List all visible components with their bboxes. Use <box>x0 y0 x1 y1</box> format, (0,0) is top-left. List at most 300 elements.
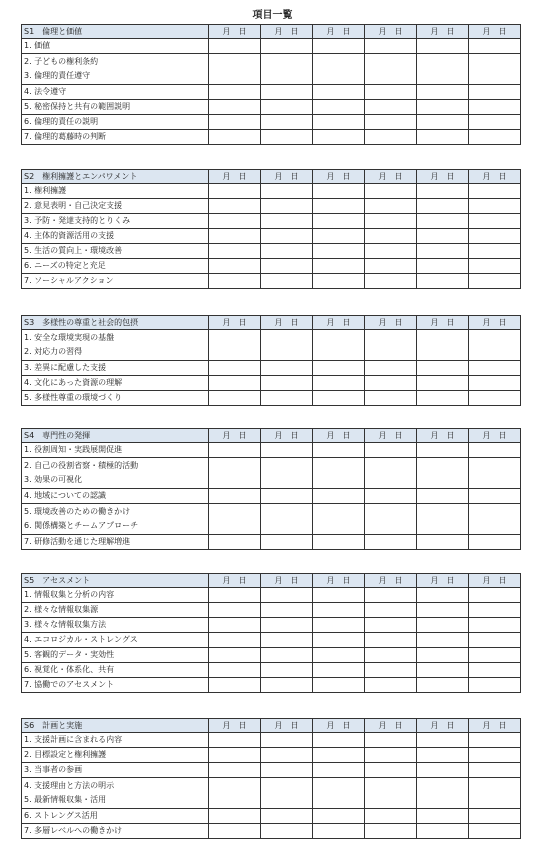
date-cell <box>417 778 469 809</box>
date-cell <box>417 748 469 763</box>
date-header-1: 月 日 <box>209 574 261 588</box>
date-cell <box>417 330 469 361</box>
item-label: 7. 協働でのアセスメント <box>22 678 209 693</box>
item-label: 3. 予防・発達支持的とりくみ <box>22 214 209 229</box>
date-cell <box>469 391 521 406</box>
date-cell <box>313 274 365 289</box>
date-cell <box>261 588 313 603</box>
date-cell <box>469 618 521 633</box>
item-label: 5. 客観的データ・実効性 <box>22 648 209 663</box>
date-cell <box>209 274 261 289</box>
date-cell <box>417 274 469 289</box>
date-cell <box>261 214 313 229</box>
item-line: 5. 環境改善のための働きかけ <box>24 507 131 516</box>
date-cell <box>417 618 469 633</box>
date-cell <box>365 489 417 504</box>
item-line: 3. 効果の可視化 <box>24 475 83 484</box>
date-cell <box>209 100 261 115</box>
date-cell <box>365 229 417 244</box>
date-cell <box>469 824 521 839</box>
date-cell <box>469 54 521 85</box>
date-cell <box>313 259 365 274</box>
date-header-4: 月 日 <box>365 316 417 330</box>
date-header-6: 月 日 <box>469 719 521 733</box>
item-label: 4. 地域についての認識 <box>22 489 209 504</box>
date-cell <box>365 678 417 693</box>
date-cell <box>417 361 469 376</box>
date-cell <box>469 588 521 603</box>
date-cell <box>313 588 365 603</box>
item-label: 6. ニーズの特定と充足 <box>22 259 209 274</box>
date-cell <box>261 809 313 824</box>
item-label: 7. 多層レベルへの働きかけ <box>22 824 209 839</box>
date-cell <box>313 199 365 214</box>
date-cell <box>261 259 313 274</box>
date-cell <box>261 39 313 54</box>
date-cell <box>261 603 313 618</box>
date-cell <box>209 361 261 376</box>
date-cell <box>313 504 365 535</box>
date-cell <box>469 663 521 678</box>
date-cell <box>313 763 365 778</box>
item-label <box>22 330 209 361</box>
item-label: 5. 多様性尊重の環境づくり <box>22 391 209 406</box>
date-cell <box>209 588 261 603</box>
date-cell <box>261 130 313 145</box>
date-cell <box>261 391 313 406</box>
item-line: 5. 最新情報収集・活用 <box>24 795 107 804</box>
date-header-1: 月 日 <box>209 170 261 184</box>
date-cell <box>261 748 313 763</box>
date-cell <box>209 443 261 458</box>
date-header-5: 月 日 <box>417 574 469 588</box>
date-header-1: 月 日 <box>209 316 261 330</box>
date-cell <box>261 504 313 535</box>
date-cell <box>365 184 417 199</box>
date-cell <box>209 259 261 274</box>
date-cell <box>365 535 417 550</box>
item-label: 5. 生活の質向上・環境改善 <box>22 244 209 259</box>
date-cell <box>417 115 469 130</box>
date-cell <box>469 100 521 115</box>
date-cell <box>209 778 261 809</box>
date-header-6: 月 日 <box>469 429 521 443</box>
date-cell <box>417 443 469 458</box>
date-cell <box>365 376 417 391</box>
date-cell <box>469 458 521 489</box>
date-cell <box>209 633 261 648</box>
item-label: 1. 役割周知・実践展開促進 <box>22 443 209 458</box>
date-header-6: 月 日 <box>469 316 521 330</box>
date-cell <box>261 330 313 361</box>
section-s5 <box>21 573 521 693</box>
date-cell <box>313 229 365 244</box>
date-cell <box>261 633 313 648</box>
date-cell <box>417 504 469 535</box>
date-cell <box>209 184 261 199</box>
date-cell <box>469 184 521 199</box>
date-cell <box>417 588 469 603</box>
date-cell <box>469 376 521 391</box>
date-cell <box>469 633 521 648</box>
date-cell <box>417 489 469 504</box>
date-cell <box>365 824 417 839</box>
item-line: 2. 対応力の習得 <box>24 347 83 356</box>
section-s2 <box>21 169 521 289</box>
date-cell <box>469 214 521 229</box>
date-cell <box>417 763 469 778</box>
date-cell <box>365 504 417 535</box>
date-cell <box>417 663 469 678</box>
date-cell <box>261 733 313 748</box>
date-cell <box>261 54 313 85</box>
date-cell <box>313 535 365 550</box>
section-table <box>21 573 521 693</box>
item-label <box>22 504 209 535</box>
date-cell <box>313 184 365 199</box>
section-header: S1 倫理と価値 <box>22 25 209 39</box>
date-cell <box>365 330 417 361</box>
date-cell <box>365 130 417 145</box>
date-cell <box>209 618 261 633</box>
date-cell <box>209 535 261 550</box>
date-header-5: 月 日 <box>417 719 469 733</box>
item-label: 1. 支援計画に含まれる内容 <box>22 733 209 748</box>
section-table <box>21 315 521 406</box>
item-line: 1. 安全な環境実現の基盤 <box>24 333 115 342</box>
date-cell <box>313 678 365 693</box>
date-header-3: 月 日 <box>313 316 365 330</box>
item-line: 3. 倫理的責任遵守 <box>24 71 91 80</box>
date-header-1: 月 日 <box>209 25 261 39</box>
date-header-6: 月 日 <box>469 574 521 588</box>
date-cell <box>417 229 469 244</box>
date-header-1: 月 日 <box>209 429 261 443</box>
date-header-4: 月 日 <box>365 719 417 733</box>
date-cell <box>313 130 365 145</box>
section-header: S4 専門性の発揮 <box>22 429 209 443</box>
date-cell <box>417 376 469 391</box>
date-header-2: 月 日 <box>261 429 313 443</box>
date-cell <box>417 603 469 618</box>
date-cell <box>469 85 521 100</box>
date-cell <box>313 85 365 100</box>
date-cell <box>365 54 417 85</box>
date-cell <box>261 184 313 199</box>
date-header-4: 月 日 <box>365 170 417 184</box>
date-cell <box>417 100 469 115</box>
date-cell <box>209 763 261 778</box>
date-cell <box>469 733 521 748</box>
date-header-3: 月 日 <box>313 429 365 443</box>
date-cell <box>469 229 521 244</box>
date-cell <box>209 214 261 229</box>
date-cell <box>313 489 365 504</box>
date-header-4: 月 日 <box>365 574 417 588</box>
date-cell <box>313 824 365 839</box>
item-label: 7. 研修活動を通じた理解増進 <box>22 535 209 550</box>
date-cell <box>313 391 365 406</box>
date-cell <box>469 274 521 289</box>
date-cell <box>417 648 469 663</box>
section-header: S5 アセスメント <box>22 574 209 588</box>
date-cell <box>365 458 417 489</box>
date-cell <box>313 458 365 489</box>
date-cell <box>469 504 521 535</box>
date-cell <box>365 244 417 259</box>
date-cell <box>209 115 261 130</box>
date-cell <box>261 489 313 504</box>
date-cell <box>209 199 261 214</box>
date-cell <box>313 618 365 633</box>
date-cell <box>417 733 469 748</box>
date-cell <box>313 100 365 115</box>
date-cell <box>469 199 521 214</box>
date-cell <box>209 824 261 839</box>
date-cell <box>209 648 261 663</box>
date-cell <box>313 663 365 678</box>
date-cell <box>417 85 469 100</box>
date-cell <box>469 39 521 54</box>
item-label: 3. 差異に配慮した支援 <box>22 361 209 376</box>
date-cell <box>209 603 261 618</box>
date-header-6: 月 日 <box>469 25 521 39</box>
date-cell <box>469 648 521 663</box>
date-cell <box>365 648 417 663</box>
date-cell <box>469 259 521 274</box>
date-cell <box>313 733 365 748</box>
date-cell <box>365 588 417 603</box>
section-header: S2 権利擁護とエンパワメント <box>22 170 209 184</box>
date-cell <box>365 663 417 678</box>
date-header-3: 月 日 <box>313 574 365 588</box>
date-cell <box>209 504 261 535</box>
date-cell <box>417 824 469 839</box>
date-cell <box>261 100 313 115</box>
date-cell <box>417 130 469 145</box>
date-cell <box>209 458 261 489</box>
item-label: 7. 倫理的葛藤時の判断 <box>22 130 209 145</box>
page-title: 項目一覧 <box>252 10 293 21</box>
date-cell <box>469 361 521 376</box>
section-table <box>21 24 521 145</box>
date-cell <box>469 535 521 550</box>
date-cell <box>261 376 313 391</box>
date-header-5: 月 日 <box>417 429 469 443</box>
date-header-2: 月 日 <box>261 574 313 588</box>
item-line: 2. 子どもの権利条約 <box>24 57 99 66</box>
date-cell <box>313 648 365 663</box>
item-label: 5. 秘密保持と共有の範囲説明 <box>22 100 209 115</box>
item-line: 4. 支援理由と方法の明示 <box>24 781 115 790</box>
date-cell <box>313 603 365 618</box>
date-cell <box>209 54 261 85</box>
date-cell <box>469 489 521 504</box>
date-cell <box>365 391 417 406</box>
item-label: 1. 価値 <box>22 39 209 54</box>
date-cell <box>261 778 313 809</box>
item-label <box>22 458 209 489</box>
date-cell <box>313 214 365 229</box>
section-table <box>21 718 521 839</box>
date-cell <box>365 748 417 763</box>
date-cell <box>313 443 365 458</box>
date-cell <box>209 678 261 693</box>
date-cell <box>469 115 521 130</box>
item-label <box>22 54 209 85</box>
item-label: 4. エコロジカル・ストレングス <box>22 633 209 648</box>
date-cell <box>469 603 521 618</box>
item-label: 4. 主体的資源活用の支援 <box>22 229 209 244</box>
item-label: 3. 当事者の参画 <box>22 763 209 778</box>
date-cell <box>469 244 521 259</box>
date-header-3: 月 日 <box>313 170 365 184</box>
date-cell <box>261 361 313 376</box>
item-label: 4. 文化にあった資源の理解 <box>22 376 209 391</box>
date-cell <box>313 748 365 763</box>
date-cell <box>365 633 417 648</box>
date-cell <box>261 244 313 259</box>
date-cell <box>261 648 313 663</box>
date-cell <box>365 39 417 54</box>
date-cell <box>313 778 365 809</box>
date-cell <box>313 361 365 376</box>
date-cell <box>261 458 313 489</box>
date-header-2: 月 日 <box>261 25 313 39</box>
date-header-4: 月 日 <box>365 25 417 39</box>
date-cell <box>417 199 469 214</box>
date-cell <box>261 85 313 100</box>
item-label: 2. 意見表明・自己決定支援 <box>22 199 209 214</box>
section-s4 <box>21 428 521 550</box>
date-cell <box>313 633 365 648</box>
date-cell <box>365 809 417 824</box>
section-table <box>21 428 521 550</box>
item-label <box>22 778 209 809</box>
item-line: 2. 自己の役割省察・積極的活動 <box>24 461 139 470</box>
date-cell <box>417 184 469 199</box>
date-header-5: 月 日 <box>417 170 469 184</box>
date-cell <box>261 229 313 244</box>
date-cell <box>417 535 469 550</box>
date-cell <box>209 85 261 100</box>
item-label: 4. 法令遵守 <box>22 85 209 100</box>
date-cell <box>313 115 365 130</box>
date-cell <box>417 39 469 54</box>
item-label: 1. 情報収集と分析の内容 <box>22 588 209 603</box>
date-header-1: 月 日 <box>209 719 261 733</box>
date-cell <box>261 443 313 458</box>
date-cell <box>209 130 261 145</box>
date-cell <box>313 330 365 361</box>
item-label: 3. 様々な情報収集方法 <box>22 618 209 633</box>
date-cell <box>365 115 417 130</box>
date-cell <box>209 330 261 361</box>
section-header: S6 計画と実施 <box>22 719 209 733</box>
date-cell <box>365 443 417 458</box>
date-cell <box>469 330 521 361</box>
section-table <box>21 169 521 289</box>
date-cell <box>209 809 261 824</box>
item-label: 6. ストレングス活用 <box>22 809 209 824</box>
date-cell <box>417 259 469 274</box>
date-cell <box>417 54 469 85</box>
item-label: 6. 倫理的責任の説明 <box>22 115 209 130</box>
date-cell <box>313 244 365 259</box>
date-cell <box>313 376 365 391</box>
date-cell <box>261 824 313 839</box>
date-cell <box>313 39 365 54</box>
date-cell <box>417 458 469 489</box>
date-cell <box>313 54 365 85</box>
date-cell <box>261 274 313 289</box>
date-cell <box>209 489 261 504</box>
date-cell <box>261 618 313 633</box>
date-cell <box>261 115 313 130</box>
date-cell <box>469 763 521 778</box>
date-cell <box>261 678 313 693</box>
date-header-3: 月 日 <box>313 719 365 733</box>
date-cell <box>209 229 261 244</box>
section-s6 <box>21 718 521 839</box>
date-cell <box>417 391 469 406</box>
item-label: 2. 目標設定と権利擁護 <box>22 748 209 763</box>
date-header-2: 月 日 <box>261 719 313 733</box>
date-cell <box>469 809 521 824</box>
date-cell <box>261 763 313 778</box>
date-cell <box>469 678 521 693</box>
date-cell <box>469 748 521 763</box>
date-cell <box>365 199 417 214</box>
date-cell <box>365 274 417 289</box>
date-header-3: 月 日 <box>313 25 365 39</box>
date-cell <box>417 244 469 259</box>
date-cell <box>209 244 261 259</box>
date-cell <box>365 763 417 778</box>
section-s3 <box>21 315 521 406</box>
date-cell <box>365 603 417 618</box>
date-cell <box>365 778 417 809</box>
section-header: S3 多様性の尊重と社会的包摂 <box>22 316 209 330</box>
item-label: 6. 視覚化・体系化、共有 <box>22 663 209 678</box>
item-label: 7. ソーシャルアクション <box>22 274 209 289</box>
date-header-6: 月 日 <box>469 170 521 184</box>
date-cell <box>417 809 469 824</box>
date-cell <box>469 778 521 809</box>
date-cell <box>365 100 417 115</box>
date-cell <box>417 214 469 229</box>
date-cell <box>417 633 469 648</box>
date-cell <box>209 39 261 54</box>
date-header-4: 月 日 <box>365 429 417 443</box>
date-cell <box>261 199 313 214</box>
date-cell <box>365 361 417 376</box>
date-cell <box>209 748 261 763</box>
date-cell <box>209 733 261 748</box>
date-cell <box>209 376 261 391</box>
date-cell <box>365 733 417 748</box>
item-line: 6. 関係構築とチームアプローチ <box>24 521 139 530</box>
date-cell <box>209 391 261 406</box>
date-cell <box>365 618 417 633</box>
date-cell <box>313 809 365 824</box>
item-label: 2. 様々な情報収集源 <box>22 603 209 618</box>
date-cell <box>365 214 417 229</box>
date-cell <box>261 663 313 678</box>
date-header-2: 月 日 <box>261 170 313 184</box>
date-cell <box>469 443 521 458</box>
date-cell <box>417 678 469 693</box>
